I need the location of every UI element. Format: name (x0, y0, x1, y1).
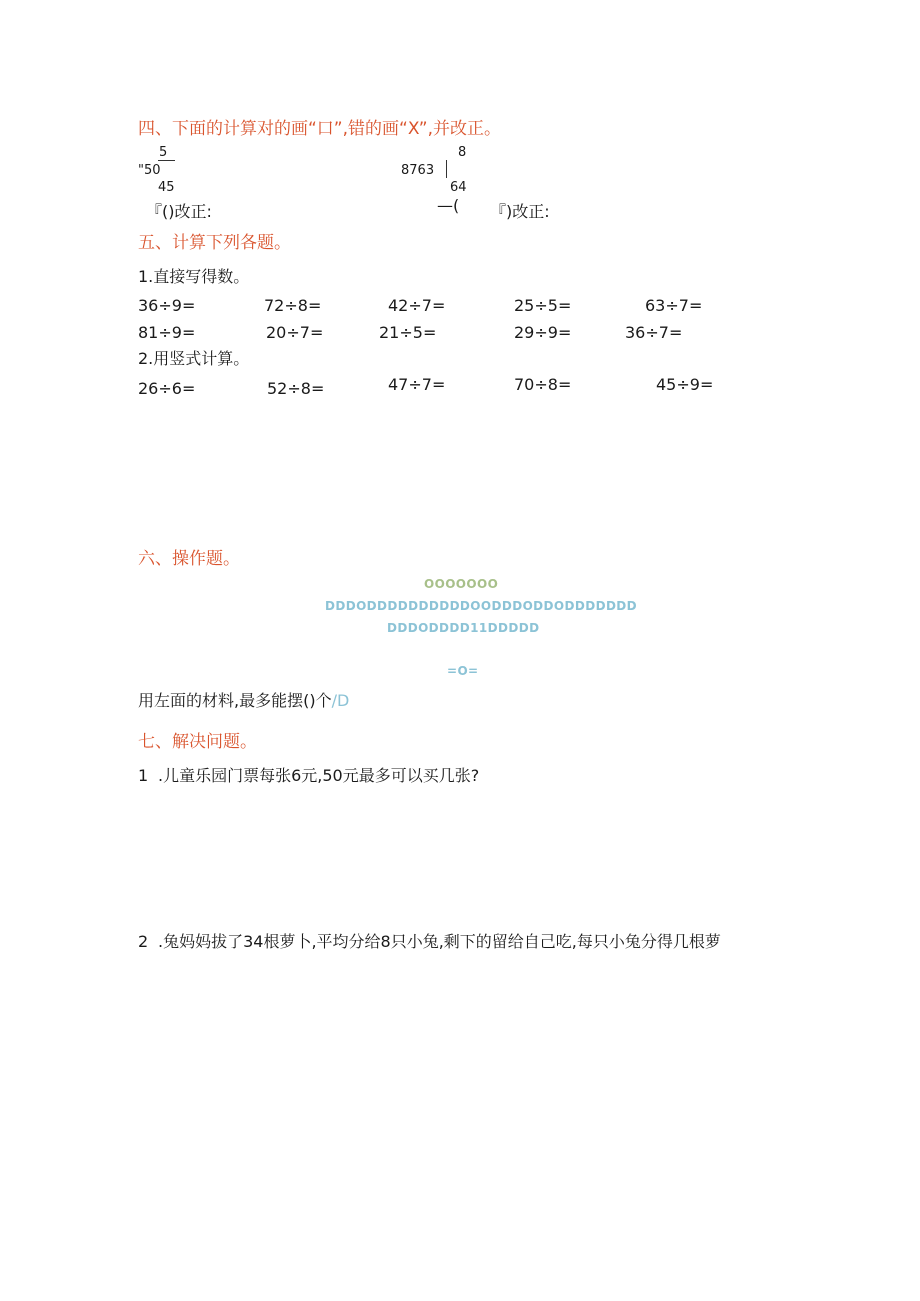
right-division-line (446, 160, 447, 178)
equation: 20÷7= (266, 323, 324, 342)
left-product: 45 (158, 180, 175, 195)
equation: 29÷9= (514, 323, 572, 342)
part1-label: 1.直接写得数。 (138, 267, 250, 286)
equation: 42÷7= (388, 296, 446, 315)
problem-number: 1 (138, 766, 149, 785)
equation: 36÷9= (138, 296, 196, 315)
equation: 26÷6= (138, 379, 196, 398)
figure-row-3: DDDODDDD11DDDDD (387, 621, 540, 635)
left-correction-label: 『()改正: (146, 202, 212, 221)
right-correction-label: 『)改正: (490, 202, 550, 221)
section4-heading: 四、下面的计算对的画“口”,错的画“X”,并改正。 (138, 119, 501, 139)
equation: 63÷7= (645, 296, 703, 315)
section6-question (138, 693, 349, 709)
equation: 81÷9= (138, 323, 196, 342)
equation: 25÷5= (514, 296, 572, 315)
right-dividend: 8763 (401, 163, 435, 178)
section6-heading: 六、操作题。 (138, 549, 240, 569)
figure-row-4: =O= (447, 664, 479, 678)
problem-number: 2 (138, 932, 149, 951)
right-subtract-mark: —( (437, 196, 460, 215)
section5-heading: 五、计算下列各题。 (138, 233, 291, 253)
question-text: 用左面的材料,最多能摆()个 (138, 691, 332, 710)
part2-label: 2.用竖式计算。 (138, 349, 250, 368)
equation: 72÷8= (264, 296, 322, 315)
equation: 47÷7= (388, 375, 446, 394)
equation: 36÷7= (625, 323, 683, 342)
section7-heading: 七、解决问题。 (138, 732, 257, 752)
right-quotient: 8 (458, 145, 467, 160)
left-dividend: "50 (138, 163, 161, 178)
left-division-bar (158, 160, 175, 161)
figure-row-2: DDDODDDDDDDDDDOODDDODDODDDDDDD (325, 599, 638, 613)
problem-text: .儿童乐园门票每张6元,50元最多可以买几张? (158, 766, 480, 785)
question-tail: /D (331, 691, 350, 710)
right-product: 64 (450, 180, 467, 195)
equation: 21÷5= (379, 323, 437, 342)
equation: 52÷8= (267, 379, 325, 398)
figure-row-1: OOOOOOO (424, 577, 499, 591)
equation: 70÷8= (514, 375, 572, 394)
equation: 45÷9= (656, 375, 714, 394)
problem-text: .兔妈妈拔了34根萝卜,平均分给8只小兔,剩下的留给自己吃,每只小兔分得几根萝 (158, 932, 721, 951)
left-quotient: 5 (159, 145, 168, 160)
